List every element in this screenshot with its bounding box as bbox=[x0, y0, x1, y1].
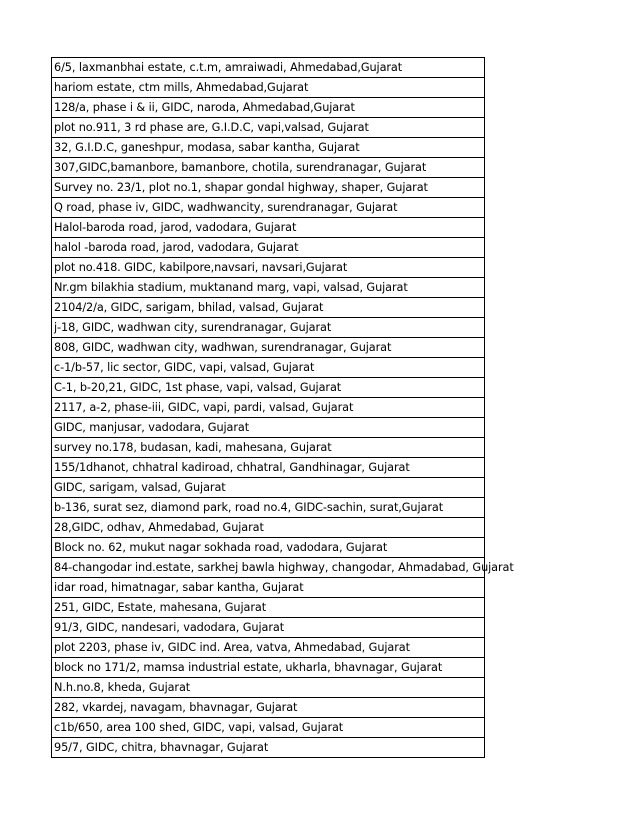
address-cell: 2104/2/a, GIDC, sarigam, bhilad, valsad, Gujarat bbox=[54, 301, 324, 314]
table-row bbox=[51, 278, 485, 298]
table-row bbox=[51, 438, 485, 458]
address-cell: halol -baroda road, jarod, vadodara, Gujarat bbox=[54, 241, 299, 254]
address-cell: 128/a, phase i & ii, GIDC, naroda, Ahmedabad,Gujarat bbox=[54, 101, 355, 114]
address-cell: j-18, GIDC, wadhwan city, surendranagar, Gujarat bbox=[54, 321, 332, 334]
table-row bbox=[51, 238, 485, 258]
address-table bbox=[51, 57, 514, 758]
address-cell: 282, vkardej, navagam, bhavnagar, Gujarat bbox=[54, 701, 298, 714]
table-row bbox=[51, 558, 514, 578]
table-row bbox=[51, 378, 485, 398]
table-row bbox=[51, 198, 485, 218]
table-row bbox=[51, 358, 485, 378]
table-row bbox=[51, 678, 485, 698]
address-cell: plot no.911, 3 rd phase are, G.I.D.C, vapi,valsad, Gujarat bbox=[54, 121, 369, 134]
table-row bbox=[51, 658, 485, 678]
address-cell: C-1, b-20,21, GIDC, 1st phase, vapi, valsad, Gujarat bbox=[54, 381, 342, 394]
table-row bbox=[51, 98, 485, 118]
table-row bbox=[51, 158, 485, 178]
table-row bbox=[51, 738, 485, 758]
address-cell: b-136, surat sez, diamond park, road no.4, GIDC-sachin, surat,Gujarat bbox=[54, 501, 444, 514]
table-row bbox=[51, 118, 485, 138]
address-cell: Halol-baroda road, jarod, vadodara, Gujarat bbox=[54, 221, 297, 234]
address-cell: c1b/650, area 100 shed, GIDC, vapi, valsad, Gujarat bbox=[54, 721, 344, 734]
address-cell: 808, GIDC, wadhwan city, wadhwan, surendranagar, Gujarat bbox=[54, 341, 392, 354]
address-cell: 155/1dhanot, chhatral kadiroad, chhatral, Gandhinagar, Gujarat bbox=[54, 461, 410, 474]
table-row bbox=[51, 618, 485, 638]
table-row bbox=[51, 518, 485, 538]
address-cell: plot 2203, phase iv, GIDC ind. Area, vatva, Ahmedabad, Gujarat bbox=[54, 641, 410, 654]
address-cell: 307,GIDC,bamanbore, bamanbore, chotila, surendranagar, Gujarat bbox=[54, 161, 427, 174]
address-cell: c-1/b-57, lic sector, GIDC, vapi, valsad, Gujarat bbox=[54, 361, 315, 374]
address-cell: N.h.no.8, kheda, Gujarat bbox=[54, 681, 191, 694]
table-row bbox=[51, 218, 485, 238]
table-row bbox=[51, 398, 485, 418]
table-row bbox=[51, 258, 485, 278]
address-cell: survey no.178, budasan, kadi, mahesana, Gujarat bbox=[54, 441, 332, 454]
address-cell: Q road, phase iv, GIDC, wadhwancity, surendranagar, Gujarat bbox=[54, 201, 398, 214]
table-row bbox=[51, 298, 485, 318]
table-row bbox=[51, 418, 485, 438]
address-cell: GIDC, manjusar, vadodara, Gujarat bbox=[54, 421, 250, 434]
address-cell: 28,GIDC, odhav, Ahmedabad, Gujarat bbox=[54, 521, 264, 534]
table-row bbox=[51, 138, 485, 158]
address-cell: Survey no. 23/1, plot no.1, shapar gondal highway, shaper, Gujarat bbox=[54, 181, 428, 194]
table-row bbox=[51, 498, 485, 518]
table-row bbox=[51, 338, 485, 358]
table-row bbox=[51, 458, 485, 478]
table-row bbox=[51, 538, 485, 558]
address-cell: 2117, a-2, phase-iii, GIDC, vapi, pardi, valsad, Gujarat bbox=[54, 401, 354, 414]
table-row bbox=[51, 598, 485, 618]
address-cell: 32, G.I.D.C, ganeshpur, modasa, sabar kantha, Gujarat bbox=[54, 141, 360, 154]
address-cell: block no 171/2, mamsa industrial estate, ukharla, bhavnagar, Gujarat bbox=[54, 661, 443, 674]
table-row bbox=[51, 698, 485, 718]
table-row bbox=[51, 178, 485, 198]
table-row bbox=[51, 318, 485, 338]
table-row bbox=[51, 578, 485, 598]
address-cell: 95/7, GIDC, chitra, bhavnagar, Gujarat bbox=[54, 741, 269, 754]
address-cell: hariom estate, ctm mills, Ahmedabad,Gujarat bbox=[54, 81, 309, 94]
address-cell: 84-changodar ind.estate, sarkhej bawla highway, changodar, Ahmadabad, Gujarat bbox=[54, 561, 514, 574]
table-row bbox=[51, 718, 485, 738]
address-cell: 6/5, laxmanbhai estate, c.t.m, amraiwadi, Ahmedabad,Gujarat bbox=[54, 61, 403, 74]
address-cell: 91/3, GIDC, nandesari, vadodara, Gujarat bbox=[54, 621, 285, 634]
address-cell: Nr.gm bilakhia stadium, muktanand marg, vapi, valsad, Gujarat bbox=[54, 281, 408, 294]
address-cell: GIDC, sarigam, valsad, Gujarat bbox=[54, 481, 226, 494]
table-row bbox=[51, 478, 485, 498]
table-row bbox=[51, 58, 485, 78]
table-row bbox=[51, 638, 485, 658]
address-cell: 251, GIDC, Estate, mahesana, Gujarat bbox=[54, 601, 267, 614]
table-row bbox=[51, 78, 485, 98]
address-cell: plot no.418. GIDC, kabilpore,navsari, navsari,Gujarat bbox=[54, 261, 348, 274]
address-cell: Block no. 62, mukut nagar sokhada road, vadodara, Gujarat bbox=[54, 541, 388, 554]
address-cell: idar road, himatnagar, sabar kantha, Gujarat bbox=[54, 581, 304, 594]
